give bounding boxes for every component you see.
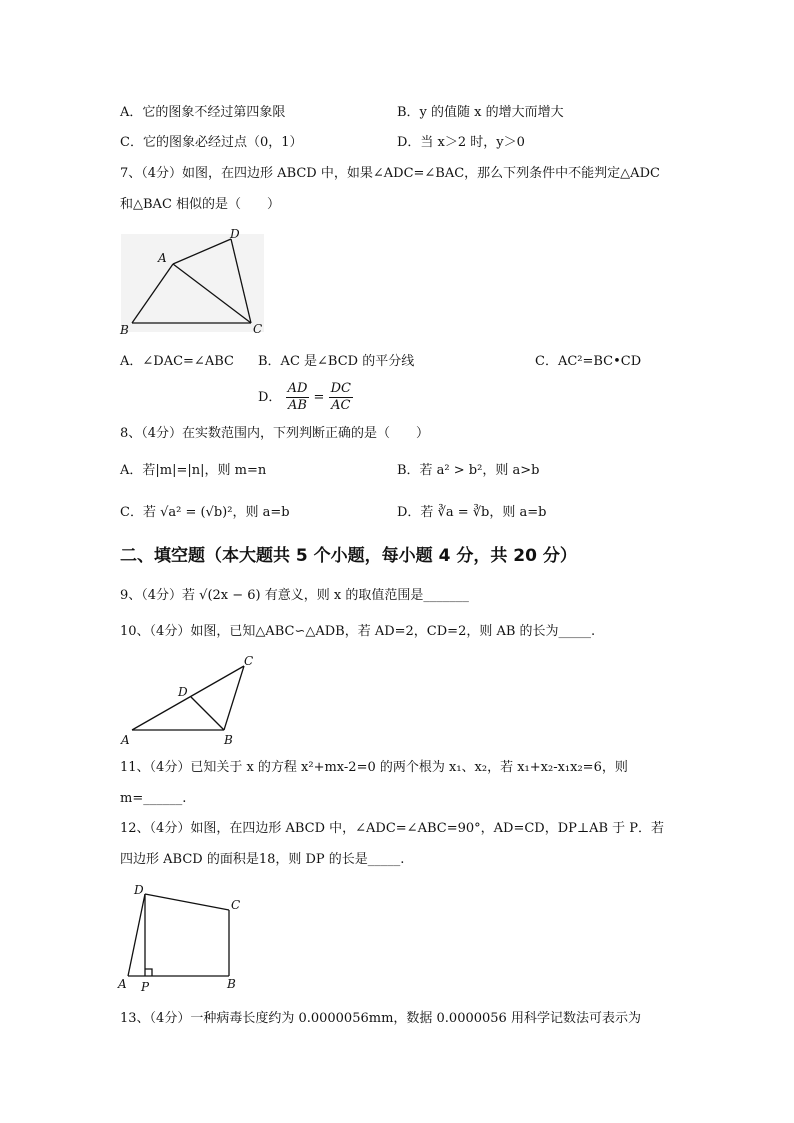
q7-fraction-1-denominator: AB	[288, 398, 307, 413]
q12-right-angle-mark	[145, 969, 152, 976]
q7-fraction-2-denominator: AC	[331, 398, 351, 413]
q12-label-c: C	[231, 898, 241, 912]
q10-label-d: D	[178, 685, 188, 699]
q7-stem-line1: 7、（4分）如图，在四边形 ABCD 中，如果∠ADC=∠BAC，那么下列条件中不能判定△ADC	[120, 166, 660, 181]
q8-option-b: B．若 a² > b²，则 a>b	[397, 463, 540, 478]
q7-option-d-fraction-2	[329, 381, 353, 414]
q7-fraction-2-numerator: DC	[330, 381, 351, 396]
q8-option-d: D．若 ∛a = ∛b，则 a=b	[397, 505, 547, 520]
q12-figure	[116, 880, 251, 994]
q12-stem-line2: 四边形 ABCD 的面积是18，则 DP 的长是_____.	[120, 852, 405, 867]
q13-stem: 13、（4分）一种病毒长度约为 0.0000056mm，数据 0.0000056 用科学记数法可表示为	[120, 1011, 641, 1026]
q7-option-c: C．AC²=BC•CD	[535, 354, 642, 369]
q12-label-b: B	[227, 977, 236, 991]
q11-stem-line1: 11、（4分）已知关于 x 的方程 x²+mx-2=0 的两个根为 x₁、x₂，若 x₁+x₂-x₁x₂=6，则	[120, 760, 628, 775]
q7-label-c: C	[253, 322, 263, 336]
q11-stem-line2: m=______.	[120, 791, 187, 806]
q7-fraction-1-numerator: AD	[287, 381, 308, 396]
q10-label-a: A	[121, 733, 130, 747]
q7-option-d-equals: =	[313, 390, 325, 405]
q8-option-a: A．若|m|=|n|，则 m=n	[120, 463, 267, 478]
q9-stem: 9、（4分）若 √(2x − 6) 有意义，则 x 的取值范围是_______	[120, 588, 469, 603]
q7-stem-line2: 和△BAC 相似的是（ ）	[120, 197, 281, 212]
q7-figure	[118, 226, 268, 338]
q12-segment-dc	[145, 894, 229, 910]
q6-option-a: A．它的图象不经过第四象限	[120, 105, 286, 120]
q8-stem: 8、（4分）在实数范围内，下列判断正确的是（ ）	[120, 426, 430, 441]
q7-option-a: A．∠DAC=∠ABC	[120, 354, 234, 369]
q12-label-a: A	[118, 977, 127, 991]
q12-stem-line1: 12、（4分）如图，在四边形 ABCD 中，∠ADC=∠ABC=90°，AD=CD，DP⊥AB 于 P．若	[120, 821, 665, 836]
q7-label-a: A	[158, 251, 167, 265]
q6-option-c: C．它的图象必经过点（0，1）	[120, 135, 303, 150]
q7-label-d: D	[230, 227, 240, 241]
q10-label-c: C	[244, 654, 254, 668]
q7-option-b: B．AC 是∠BCD 的平分线	[258, 354, 415, 369]
q7-label-b: B	[120, 323, 129, 337]
q12-label-p: P	[141, 980, 150, 994]
q10-label-b: B	[224, 733, 233, 747]
q12-label-d: D	[134, 883, 144, 897]
q7-option-d-fraction-1	[286, 381, 310, 414]
q10-segment-db	[191, 697, 224, 730]
q8-option-c: C．若 √a² = (√b)²，则 a=b	[120, 505, 290, 520]
q6-option-b: B．y 的值随 x 的增大而增大	[397, 105, 564, 120]
q6-option-d: D．当 x＞2 时，y＞0	[397, 135, 525, 150]
q12-segment-ad	[128, 894, 145, 976]
q7-option-d	[258, 378, 353, 418]
q7-option-d-prefix: D．	[258, 390, 282, 405]
section-heading-fill-in: 二、填空题（本大题共 5 个小题，每小题 4 分，共 20 分）	[120, 546, 577, 566]
q10-figure	[118, 652, 258, 748]
q10-stem: 10、（4分）如图，已知△ABC∽△ADB，若 AD=2，CD=2，则 AB 的长为_____.	[120, 624, 596, 639]
